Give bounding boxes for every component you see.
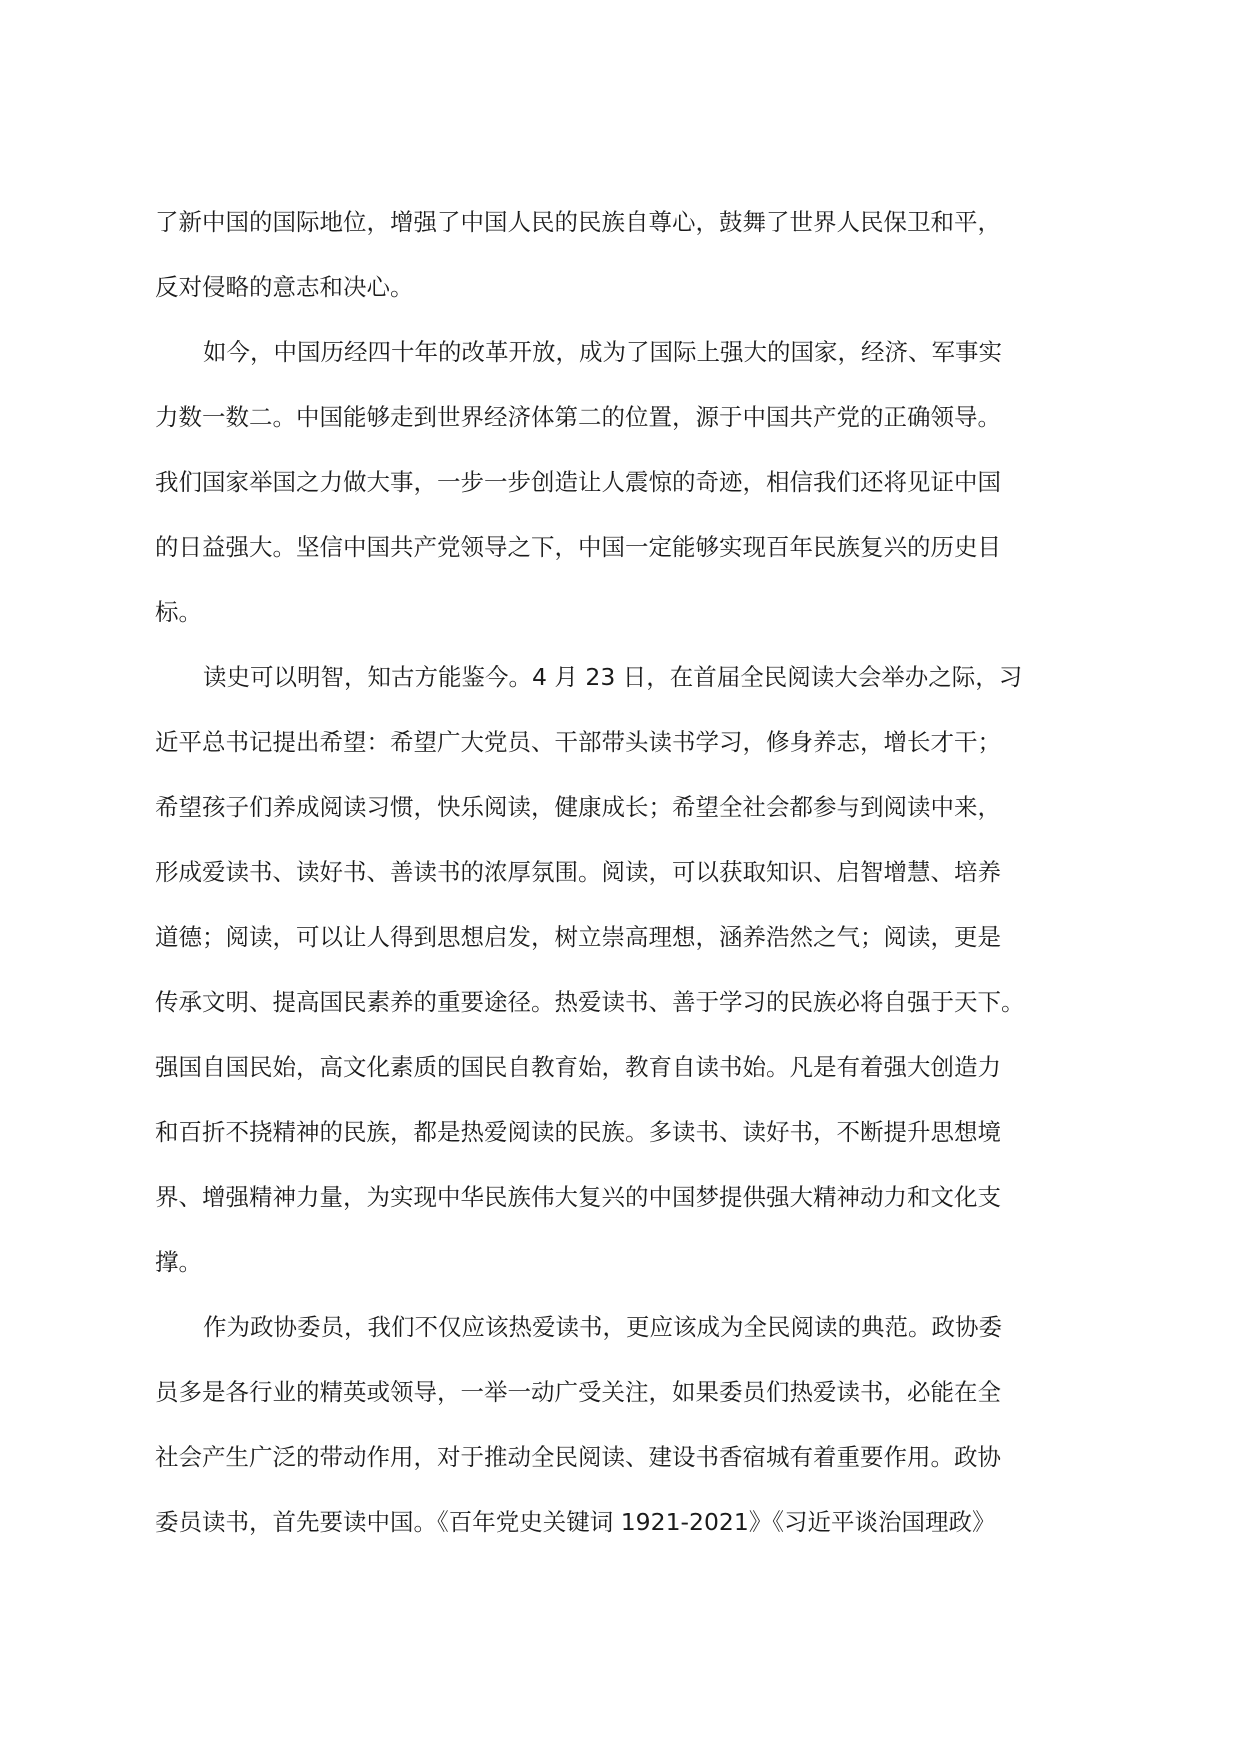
- text-line: 形成爱读书、读好书、善读书的浓厚氛围。阅读，可以获取知识、启智增慧、培养: [155, 858, 1001, 886]
- text-line: 强国自国民始，高文化素质的国民自教育始，教育自读书始。凡是有着强大创造力: [155, 1053, 1001, 1081]
- text-line: 近平总书记提出希望：希望广大党员、干部带头读书学习，修身养志，增长才干；: [155, 728, 1001, 756]
- paragraph-first-line: 如今，中国历经四十年的改革开放，成为了国际上强大的国家，经济、军事实: [203, 338, 1002, 366]
- text-line: 社会产生广泛的带动作用，对于推动全民阅读、建设书香宿城有着重要作用。政协: [155, 1443, 1001, 1471]
- text-line: 员多是各行业的精英或领导，一举一动广受关注，如果委员们热爱读书，必能在全: [155, 1378, 1001, 1406]
- text-line: 界、增强精神力量，为实现中华民族伟大复兴的中国梦提供强大精神动力和文化支: [155, 1183, 1001, 1211]
- text-line: 和百折不挠精神的民族，都是热爱阅读的民族。多读书、读好书，不断提升思想境: [155, 1118, 1001, 1146]
- text-line: 我们国家举国之力做大事，一步一步创造让人震惊的奇迹，相信我们还将见证中国: [155, 468, 1001, 496]
- body-text: [155, 190, 1085, 1555]
- text-line: 道德；阅读，可以让人得到思想启发，树立崇高理想，涵养浩然之气；阅读，更是: [155, 923, 1001, 951]
- text-line-continuation: 了新中国的国际地位，增强了中国人民的民族自尊心，鼓舞了世界人民保卫和平，: [155, 208, 1001, 236]
- text-line: 撑。: [155, 1248, 202, 1276]
- text-line: 反对侵略的意志和决心。: [155, 273, 414, 301]
- text-line: 希望孩子们养成阅读习惯，快乐阅读，健康成长；希望全社会都参与到阅读中来，: [155, 793, 1001, 821]
- text-line: 的日益强大。坚信中国共产党领导之下，中国一定能够实现百年民族复兴的历史目: [155, 533, 1001, 561]
- text-line: 传承文明、提高国民素养的重要途径。热爱读书、善于学习的民族必将自强于天下。: [155, 988, 1025, 1016]
- paragraph-first-line: 作为政协委员，我们不仅应该热爱读书，更应该成为全民阅读的典范。政协委: [203, 1313, 1002, 1341]
- text-line: 力数一数二。中国能够走到世界经济体第二的位置，源于中国共产党的正确领导。: [155, 403, 1001, 431]
- paragraph-first-line: 读史可以明智，知古方能鉴今。4 月 23 日，在首届全民阅读大会举办之际，习: [203, 663, 1023, 691]
- text-line: 委员读书，首先要读中国。《百年党史关键词 1921-2021》《习近平谈治国理政》: [155, 1508, 996, 1536]
- text-line: 标。: [155, 598, 202, 626]
